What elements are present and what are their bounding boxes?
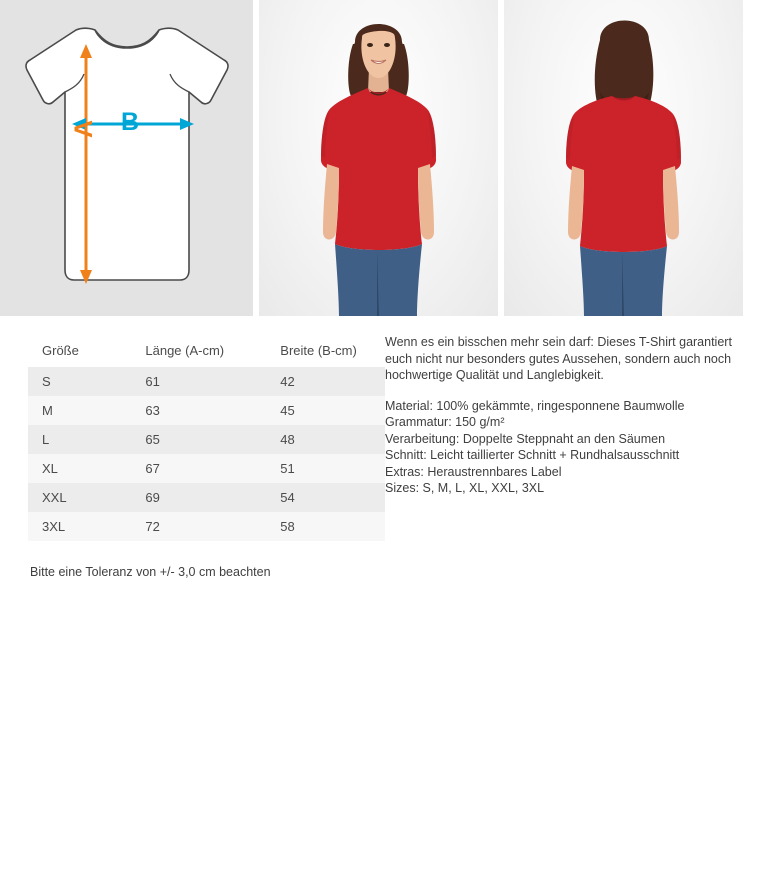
tshirt-outline-drawing [18,18,236,298]
spec-sizes: Sizes: S, M, L, XL, XXL, 3XL [385,481,545,495]
cell-length: 61 [131,367,266,396]
table-row [28,454,385,483]
label-b: B [121,108,140,136]
model-back-illustration [504,0,743,316]
size-table [28,334,385,541]
cell-size: L [28,425,131,454]
cell-width: 42 [266,367,385,396]
header-size: Größe [28,334,131,367]
cell-length: 65 [131,425,266,454]
image-row [0,0,777,316]
description-intro: Wenn es ein bisschen mehr sein darf: Dieses T-Shirt garantiert euch nicht nur besonders gutes Aussehen, sondern auch noch hochwertige Qualität und Langlebigkeit. [385,335,732,382]
lower-content [0,334,777,579]
tshirt-svg [18,18,236,298]
table-header-row [28,334,385,367]
cell-size: XL [28,454,131,483]
cell-width: 48 [266,425,385,454]
cell-width: 54 [266,483,385,512]
model-front-photo [259,0,498,316]
cell-length: 69 [131,483,266,512]
spec-grammatur: Grammatur: 150 g/m² [385,415,505,429]
model-front-illustration [259,0,498,316]
measurement-diagram-panel [0,0,253,316]
tolerance-note: Bitte eine Toleranz von +/- 3,0 cm beachten [30,565,271,579]
description-column [385,334,777,579]
spec-material: Material: 100% gekämmte, ringesponnene Baumwolle [385,398,685,413]
table-row [28,425,385,454]
cell-size: S [28,367,131,396]
cell-size: M [28,396,131,425]
table-row [28,396,385,425]
spec-extras: Extras: Heraustrennbares Label [385,464,562,479]
cell-size: XXL [28,483,131,512]
model-back-photo [504,0,743,316]
header-width: Breite (B-cm) [266,334,385,367]
label-a: A [70,119,98,138]
spec-schnitt: Schnitt: Leicht taillierter Schnitt + Rundhalsausschnitt [385,448,680,462]
cell-width: 45 [266,396,385,425]
table-row [28,512,385,541]
cell-size: 3XL [28,512,131,541]
cell-length: 72 [131,512,266,541]
table-row [28,367,385,396]
spec-verarbeitung: Verarbeitung: Doppelte Steppnaht an den Säumen [385,431,666,446]
cell-width: 51 [266,454,385,483]
cell-length: 63 [131,396,266,425]
table-row [28,483,385,512]
cell-width: 58 [266,512,385,541]
header-length: Länge (A-cm) [131,334,266,367]
cell-length: 67 [131,454,266,483]
size-table-column [0,334,385,579]
